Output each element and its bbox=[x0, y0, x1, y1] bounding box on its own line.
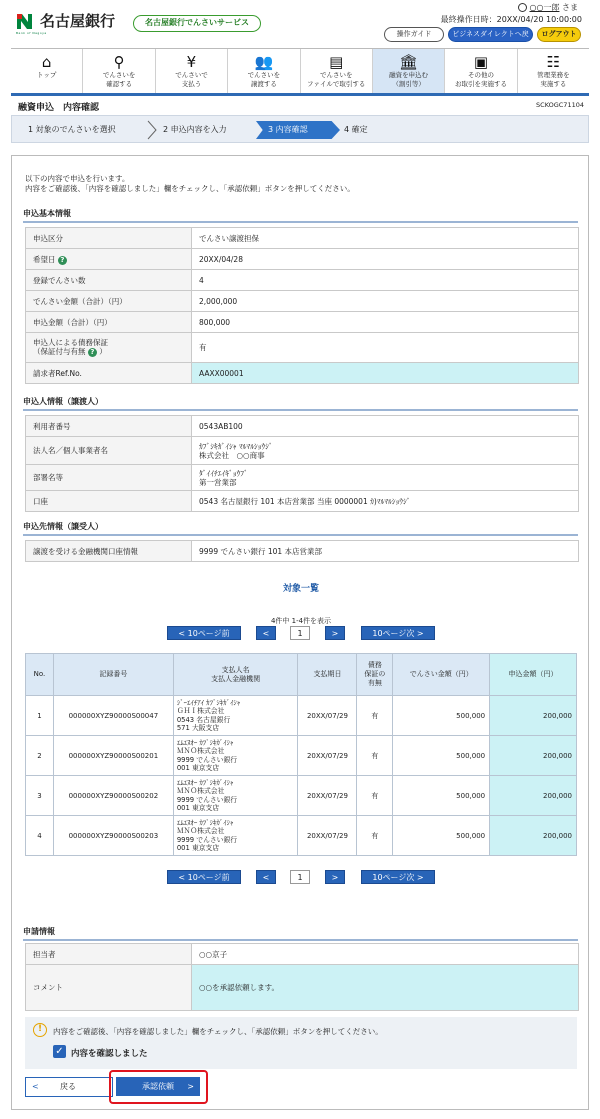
nav-file[interactable] bbox=[301, 49, 373, 93]
payer-name: ＭＮＯ株式会社 bbox=[176, 827, 225, 835]
table-row bbox=[26, 965, 579, 1011]
value: 4 bbox=[192, 270, 579, 291]
header bbox=[0, 0, 600, 51]
table-row bbox=[26, 416, 579, 437]
confirm-checkbox-label[interactable]: 内容を確認しました bbox=[71, 1049, 148, 1059]
cell-due: 20XX/07/29 bbox=[298, 736, 357, 776]
payer-branch: 001 東京支店 bbox=[176, 764, 220, 772]
intro-line-1: 以下の内容で申込を行います。 bbox=[25, 174, 130, 183]
cell-no: 1 bbox=[26, 696, 54, 736]
nav-top[interactable] bbox=[11, 49, 83, 93]
page-info: 4件中 1-4件を表示 bbox=[270, 617, 332, 625]
next-10-pages-button[interactable]: 10ページ次 > bbox=[361, 626, 435, 640]
target-list-table bbox=[25, 653, 577, 856]
screen-id: SCKOGC71104 bbox=[536, 101, 584, 109]
step-4: 4 確定 bbox=[344, 125, 368, 134]
label: 法人名／個人事業者名 bbox=[26, 437, 192, 465]
payer-name: ＭＮＯ株式会社 bbox=[176, 787, 225, 795]
col-header-payer bbox=[173, 654, 298, 696]
cell-no: 4 bbox=[26, 816, 54, 856]
cell-no: 3 bbox=[26, 776, 54, 816]
apply-button-highlight bbox=[109, 1070, 208, 1104]
cell-amount: 500,000 bbox=[393, 816, 490, 856]
logout-label: ログアウト bbox=[541, 30, 577, 38]
table-row bbox=[26, 228, 579, 249]
prev-10-pages-button-bottom[interactable]: < 10ページ前 bbox=[167, 870, 241, 884]
nav-loan[interactable] bbox=[373, 49, 445, 93]
payer-kana: ｴﾑｴﾇｵｰ ｶﾌﾞｼｷｶﾞｲｼｬ bbox=[176, 818, 234, 827]
logo-subtext: Bank of Nagoya bbox=[16, 31, 47, 35]
value: 0543AB100 bbox=[192, 416, 579, 437]
request-info-table bbox=[25, 943, 579, 1011]
nav-label: ファイルで取引する bbox=[307, 80, 366, 88]
intro-text bbox=[25, 174, 355, 194]
cell-amount: 500,000 bbox=[393, 736, 490, 776]
step-3-active: 3 内容確認 bbox=[268, 125, 308, 134]
section-basic-title: 申込基本情報 bbox=[23, 208, 578, 223]
user-icon bbox=[518, 3, 527, 12]
cell-due: 20XX/07/29 bbox=[298, 696, 357, 736]
label: コメント bbox=[26, 965, 192, 1011]
basic-info-table bbox=[25, 227, 579, 384]
value: 0543 名古屋銀行 101 本店営業部 当座 0000001 ｶ)ﾏﾙﾏﾙｼｮｳｼﾞ bbox=[192, 491, 579, 512]
label-line-2-text: （保証付与有無 bbox=[33, 347, 86, 356]
cell-record: 000000XYZ90000S00202 bbox=[53, 776, 173, 816]
value: 20XX/04/28 bbox=[192, 249, 579, 270]
global-nav bbox=[11, 48, 589, 96]
approval-request-label: 承認依頼 bbox=[142, 1082, 174, 1091]
recipient-info-table bbox=[25, 540, 579, 562]
table-row bbox=[26, 696, 577, 736]
confirm-instruction: 内容をご確認後、「内容を確認しました」欄をチェックし、「承認依頼」ボタンを押してください。 bbox=[53, 1027, 383, 1036]
table-row bbox=[26, 312, 579, 333]
value-name: 株式会社 ○○商事 bbox=[199, 450, 265, 460]
page-title: 融資申込 内容確認 bbox=[18, 103, 100, 113]
intro-line-2: 内容をご確認後、「内容を確認しました」欄をチェックし、「承認依頼」ボタンを押してください。 bbox=[25, 184, 355, 193]
table-row bbox=[26, 776, 577, 816]
help-icon[interactable]: ? bbox=[88, 348, 97, 357]
cell-apply-amount: 200,000 bbox=[490, 736, 577, 776]
payer-bank: 0543 名古屋銀行 bbox=[176, 715, 231, 724]
back-button[interactable] bbox=[25, 1077, 113, 1097]
value: ○○を承認依頼します。 bbox=[192, 965, 579, 1011]
list-title: 対象一覧 bbox=[282, 584, 319, 594]
chevron-left-icon: < bbox=[32, 1082, 39, 1091]
nav-label: でんさいを bbox=[247, 71, 281, 79]
payer-bank: 9999 でんさい銀行 bbox=[176, 795, 238, 804]
col-header-guarantee-1: 債務 bbox=[367, 661, 382, 669]
nav-label: （割引等） bbox=[392, 80, 425, 88]
transfer-icon: 👥 bbox=[254, 53, 274, 71]
label: 申込金額（合計）（円） bbox=[26, 312, 192, 333]
cell-apply-amount: 200,000 bbox=[490, 816, 577, 856]
section-request-title: 申請情報 bbox=[23, 926, 578, 941]
table-row bbox=[26, 491, 579, 512]
prev-page-button-bottom[interactable]: < bbox=[256, 870, 276, 884]
logout-button[interactable] bbox=[537, 27, 581, 42]
payer-kana: ｴﾑｴﾇｵｰ ｶﾌﾞｼｷｶﾞｲｼｬ bbox=[176, 778, 234, 787]
confirm-checkbox[interactable]: ✓ bbox=[53, 1045, 66, 1058]
page-title-bar bbox=[11, 97, 589, 113]
col-header-guarantee bbox=[357, 654, 393, 696]
nav-label: その他の bbox=[467, 71, 494, 79]
nav-label: お取引を実施する bbox=[454, 80, 507, 88]
value: 800,000 bbox=[192, 312, 579, 333]
nav-admin[interactable] bbox=[518, 49, 589, 93]
label: 譲渡を受ける金融機関口座情報 bbox=[26, 541, 192, 562]
label bbox=[26, 249, 192, 270]
nav-label: 支払う bbox=[181, 80, 202, 88]
label: 口座 bbox=[26, 491, 192, 512]
value-kana: ﾀﾞｲｲﾁｴｲｷﾞｮｳﾌﾞ bbox=[199, 468, 248, 478]
value bbox=[192, 437, 579, 465]
cell-payer bbox=[173, 736, 298, 776]
col-header-apply-amount: 申込金額（円） bbox=[490, 654, 577, 696]
col-header-no: No. bbox=[26, 654, 54, 696]
label: 担当者 bbox=[26, 944, 192, 965]
label-line-2-end: ） bbox=[99, 347, 107, 356]
home-icon: ⌂ bbox=[41, 53, 52, 71]
payer-branch: 571 大阪支店 bbox=[176, 724, 220, 732]
label: 部署名等 bbox=[26, 465, 192, 491]
cell-record: 000000XYZ90000S00203 bbox=[53, 816, 173, 856]
label: 申込区分 bbox=[26, 228, 192, 249]
table-header-row bbox=[26, 654, 577, 696]
value bbox=[192, 465, 579, 491]
guide-button-label: 操作ガイド bbox=[396, 30, 432, 38]
col-header-due: 支払期日 bbox=[298, 654, 357, 696]
confirm-box bbox=[25, 1017, 577, 1069]
applicant-info-table bbox=[25, 415, 579, 512]
next-page-button[interactable]: > bbox=[325, 626, 345, 640]
bank-logo-icon bbox=[16, 13, 33, 30]
label: 請求者Ref.No. bbox=[26, 363, 192, 384]
nav-other[interactable] bbox=[445, 49, 517, 93]
nav-pay[interactable] bbox=[156, 49, 228, 93]
value-name: 第一営業部 bbox=[199, 477, 237, 487]
nav-label: トップ bbox=[37, 71, 57, 79]
value: 有 bbox=[192, 333, 579, 363]
cell-payer bbox=[173, 696, 298, 736]
cell-due: 20XX/07/29 bbox=[298, 816, 357, 856]
label-text: 希望日 bbox=[33, 254, 56, 264]
nav-transfer[interactable] bbox=[228, 49, 300, 93]
cell-guarantee: 有 bbox=[357, 776, 393, 816]
user-info bbox=[518, 2, 578, 13]
payer-name: ＧＨＩ株式会社 bbox=[176, 707, 225, 715]
table-row bbox=[26, 333, 579, 363]
cell-guarantee: 有 bbox=[357, 736, 393, 776]
cell-no: 2 bbox=[26, 736, 54, 776]
payer-bank: 9999 でんさい銀行 bbox=[176, 755, 238, 764]
payer-branch: 001 東京支店 bbox=[176, 844, 220, 852]
label-line-1: 申込人による債務保証 bbox=[33, 338, 108, 347]
value: 2,000,000 bbox=[192, 291, 579, 312]
label bbox=[26, 333, 192, 363]
page-number: 1 bbox=[290, 626, 310, 640]
nav-label: でんさいを bbox=[319, 71, 353, 79]
value: AAXX00001 bbox=[192, 363, 579, 384]
nav-label: でんさいで bbox=[175, 71, 208, 79]
label-line-2 bbox=[33, 347, 184, 357]
col-header-amount: でんさい金額（円） bbox=[393, 654, 490, 696]
payer-name: ＭＮＯ株式会社 bbox=[176, 747, 225, 755]
business-direct-label: ビジネスダイレクトへ戻る bbox=[452, 30, 529, 51]
col-header-guarantee-2: 保証の bbox=[364, 670, 386, 678]
value-kana: ｶﾌﾞｼｷｶﾞｲｼｬ ﾏﾙﾏﾙｼｮｳｼﾞ bbox=[199, 441, 273, 451]
search-icon: ⚲ bbox=[113, 53, 125, 71]
table-row bbox=[26, 363, 579, 384]
value: 9999 でんさい銀行 101 本店営業部 bbox=[192, 541, 579, 562]
back-button-label: 戻る bbox=[60, 1082, 76, 1091]
guide-button[interactable] bbox=[384, 27, 444, 42]
table-row bbox=[26, 437, 579, 465]
business-direct-button[interactable] bbox=[448, 27, 533, 51]
nav-label: 確認する bbox=[106, 80, 133, 88]
col-header-payer-2: 支払人金融機関 bbox=[211, 674, 261, 683]
nav-label: 実施する bbox=[540, 80, 567, 88]
table-row bbox=[26, 541, 579, 562]
cell-record: 000000XYZ90000S00201 bbox=[53, 736, 173, 776]
cell-due: 20XX/07/29 bbox=[298, 776, 357, 816]
value: ○○京子 bbox=[192, 944, 579, 965]
loan-icon: 🏛 bbox=[399, 53, 419, 71]
chevron-right-icon: > bbox=[187, 1082, 194, 1091]
cell-payer bbox=[173, 816, 298, 856]
prev-10-pages-button[interactable]: < 10ページ前 bbox=[167, 626, 241, 640]
section-recipient-title: 申込先情報（譲受人） bbox=[23, 521, 578, 536]
payer-kana: ｼﾞｰｴｲﾁｱｲ ｶﾌﾞｼｷｶﾞｲｼｬ bbox=[176, 698, 241, 707]
file-icon: ▤ bbox=[329, 53, 344, 71]
help-icon[interactable]: ? bbox=[58, 256, 67, 265]
step-indicator bbox=[11, 115, 589, 143]
section-applicant-title: 申込人情報（譲渡人） bbox=[23, 396, 578, 411]
pay-icon: ¥ bbox=[186, 53, 197, 71]
step-2: 2 申込内容を入力 bbox=[163, 125, 227, 134]
step-1: 1 対象のでんさいを選択 bbox=[28, 125, 116, 134]
cell-apply-amount: 200,000 bbox=[490, 776, 577, 816]
table-row bbox=[26, 736, 577, 776]
table-row bbox=[26, 944, 579, 965]
prev-page-button[interactable]: < bbox=[256, 626, 276, 640]
col-header-guarantee-3: 有無 bbox=[367, 679, 382, 687]
label: 利用者番号 bbox=[26, 416, 192, 437]
cell-amount: 500,000 bbox=[393, 776, 490, 816]
cell-payer bbox=[173, 776, 298, 816]
label: でんさい金額（合計）（円） bbox=[26, 291, 192, 312]
col-header-record: 記録番号 bbox=[53, 654, 173, 696]
table-row bbox=[26, 291, 579, 312]
warning-icon: ! bbox=[33, 1023, 47, 1037]
approval-request-button[interactable] bbox=[116, 1077, 200, 1096]
nav-label: でんさいを bbox=[102, 71, 136, 79]
cell-guarantee: 有 bbox=[357, 696, 393, 736]
table-row bbox=[26, 270, 579, 291]
bank-name: 名古屋銀行 bbox=[40, 12, 116, 30]
table-row bbox=[26, 249, 579, 270]
next-page-button-bottom[interactable]: > bbox=[325, 870, 345, 884]
service-name: 名古屋銀行でんさいサービス bbox=[133, 15, 261, 32]
user-name-link[interactable]: ○○一郎 bbox=[529, 3, 560, 12]
col-header-payer-1: 支払人名 bbox=[221, 665, 250, 674]
nav-label: 譲渡する bbox=[250, 80, 277, 88]
nav-label: 管理業務を bbox=[537, 71, 570, 79]
payer-kana: ｴﾑｴﾇｵｰ ｶﾌﾞｼｷｶﾞｲｼｬ bbox=[176, 738, 234, 747]
chevron-right-icon bbox=[147, 120, 157, 140]
cell-apply-amount: 200,000 bbox=[490, 696, 577, 736]
page-number-bottom: 1 bbox=[290, 870, 310, 884]
nav-label: 融資を申込む bbox=[389, 71, 429, 79]
admin-icon: ☷ bbox=[546, 53, 561, 71]
payer-bank: 9999 でんさい銀行 bbox=[176, 835, 238, 844]
table-row bbox=[26, 465, 579, 491]
user-suffix: さま bbox=[559, 3, 578, 12]
payer-branch: 001 東京支店 bbox=[176, 804, 220, 812]
etc-icon: ▣ bbox=[473, 53, 489, 71]
next-10-pages-button-bottom[interactable]: 10ページ次 > bbox=[361, 870, 435, 884]
cell-amount: 500,000 bbox=[393, 696, 490, 736]
table-row bbox=[26, 816, 577, 856]
nav-confirm[interactable] bbox=[83, 49, 155, 93]
last-operation: 最終操作日時：20XX/04/20 10:00:00 bbox=[440, 15, 582, 24]
label: 登録でんさい数 bbox=[26, 270, 192, 291]
cell-record: 000000XYZ90000S00047 bbox=[53, 696, 173, 736]
value: でんさい譲渡担保 bbox=[192, 228, 579, 249]
content-panel bbox=[11, 155, 589, 1110]
cell-guarantee: 有 bbox=[357, 816, 393, 856]
